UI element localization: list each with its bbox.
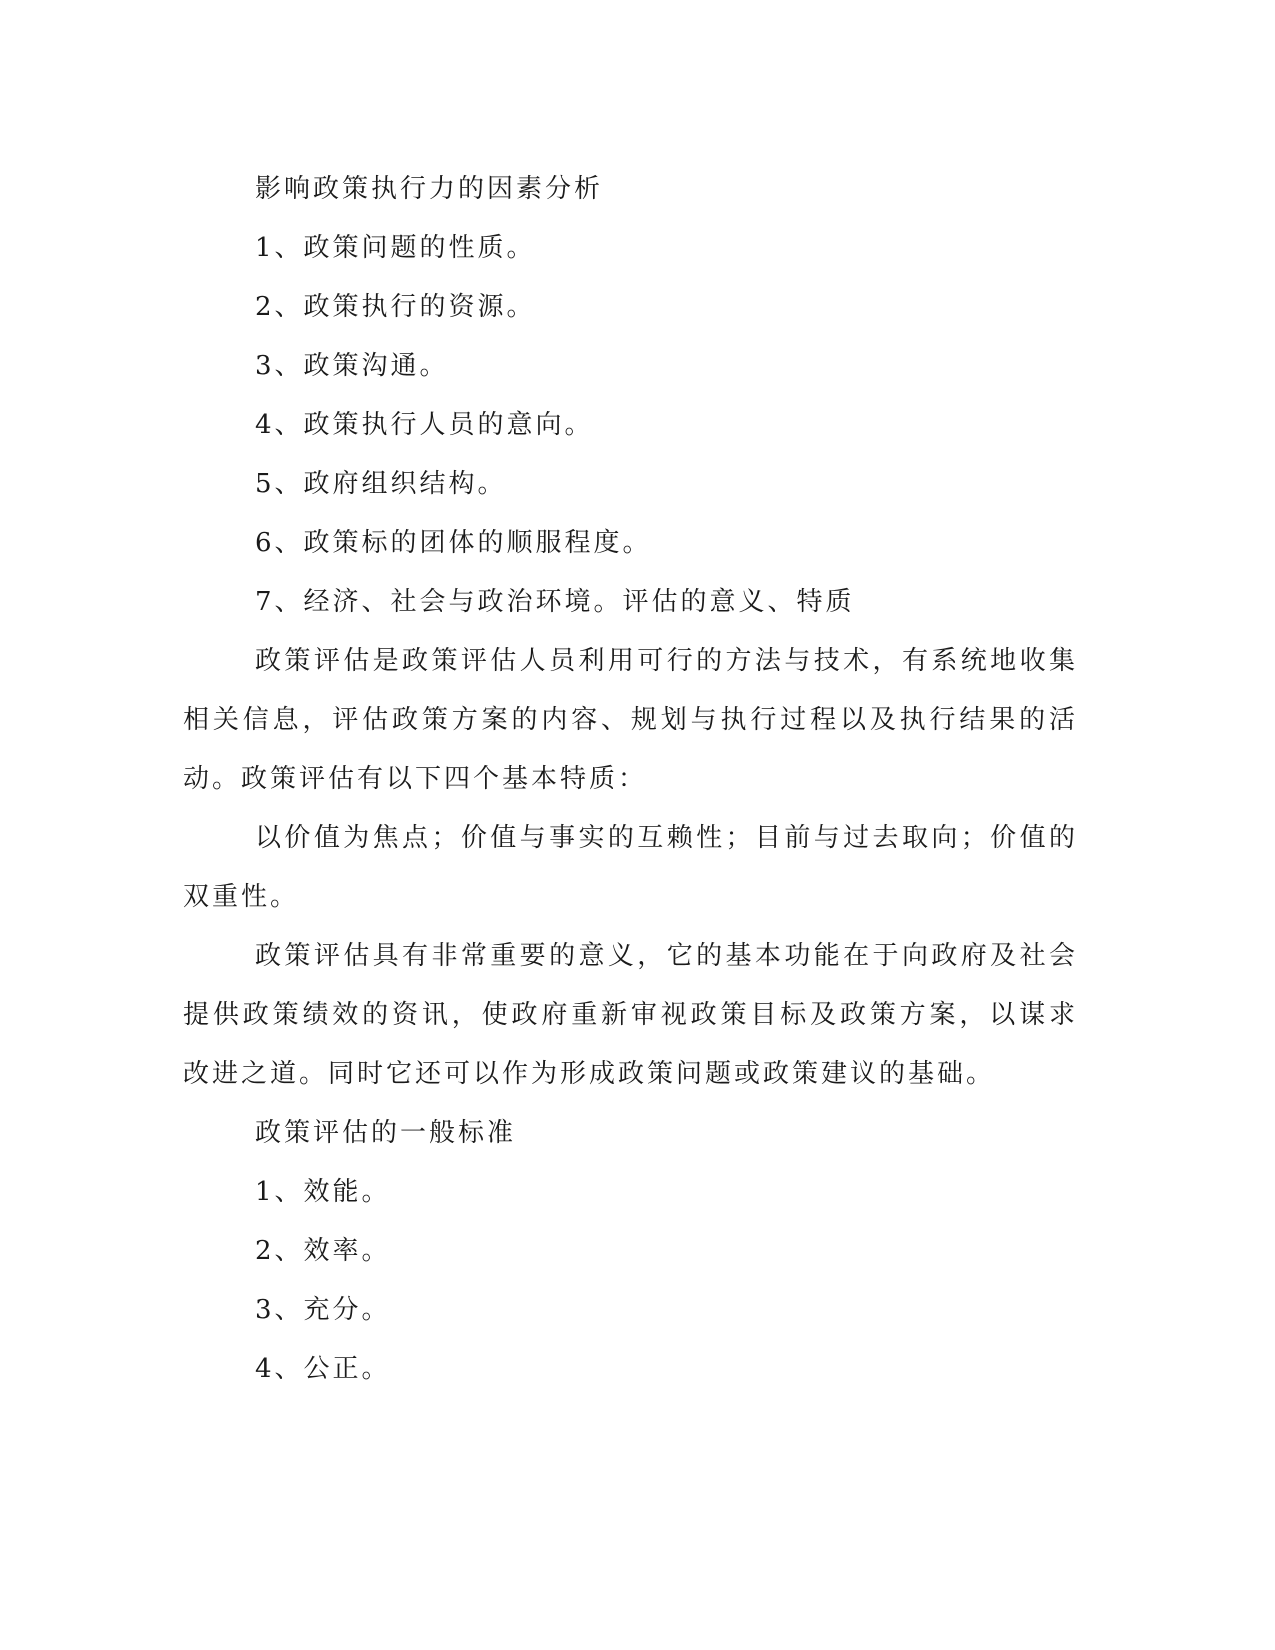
section-heading-standards: 政策评估的一般标准 [255,1118,517,1148]
standard-item: 2、效率。 [255,1236,391,1266]
factor-item: 1、政策问题的性质。 [255,233,536,263]
section-heading-factors: 影响政策执行力的因素分析 [255,174,604,204]
paragraph-evaluation-significance: 政策评估具有非常重要的意义，它的基本功能在于向政府及社会提供政策绩效的资讯，使政府重新审视政策目标及政策方案，以谋求改进之道。同时它还可以作为形成政策问题或政策建议的基础。 [183,941,1078,1089]
document-body [183,160,1078,1399]
factor-item: 2、政策执行的资源。 [255,292,536,322]
paragraph-evaluation-definition: 政策评估是政策评估人员利用可行的方法与技术，有系统地收集相关信息，评估政策方案的内容、规划与执行过程以及执行结果的活动。政策评估有以下四个基本特质： [183,646,1078,794]
factor-item: 6、政策标的团体的顺服程度。 [255,528,652,558]
factor-item: 5、政府组织结构。 [255,469,507,499]
standard-item: 4、公正。 [255,1354,391,1384]
standard-item: 3、充分。 [255,1295,391,1325]
factor-item: 4、政策执行人员的意向。 [255,410,594,440]
factor-item: 3、政策沟通。 [255,351,449,381]
factor-item: 7、经济、社会与政治环境。评估的意义、特质 [255,587,855,617]
paragraph-evaluation-traits: 以价值为焦点；价值与事实的互赖性；目前与过去取向；价值的双重性。 [183,823,1078,912]
standard-item: 1、效能。 [255,1177,391,1207]
